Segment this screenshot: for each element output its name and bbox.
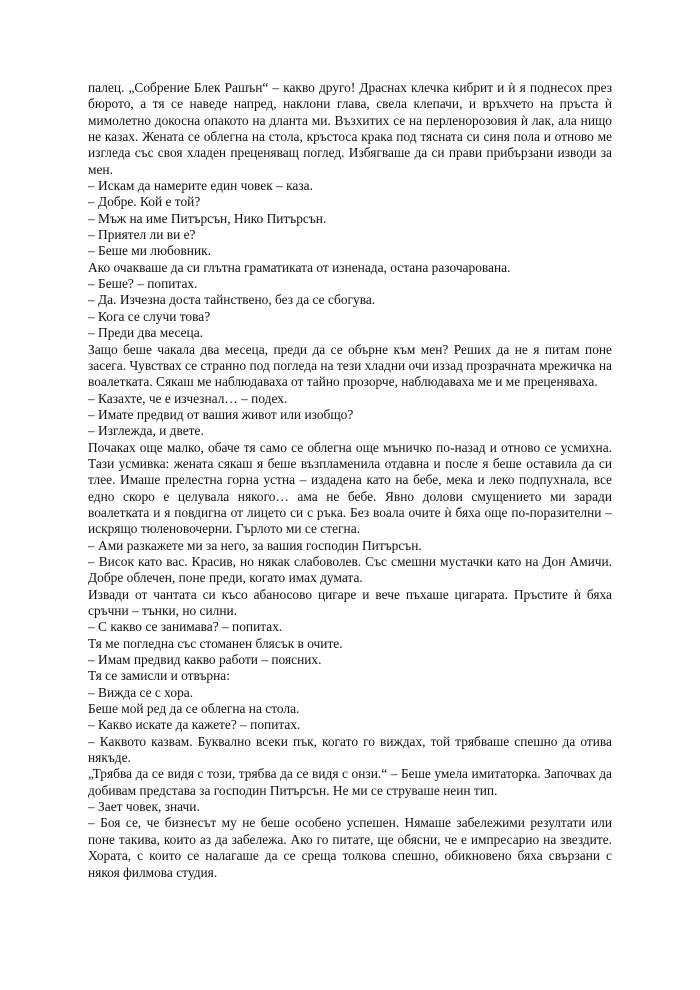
dialogue-line: – Кога се случи това?: [88, 308, 211, 324]
narrative-paragraph: Тя ме погледна със стоманен блясък в очите.: [88, 635, 343, 651]
dialogue-line: – Добре. Кой е той?: [88, 194, 201, 210]
narrative-paragraph: Тя се замисли и отвърна:: [88, 668, 230, 684]
dialogue-line: – Изглежда, и двете.: [88, 423, 204, 439]
dialogue-line: – Боя се, че бизнесът му не беше особено успешен. Нямаше забележими резултати или поне такива, които аз да забележа. Ако го питате, ще обясни, че е импресарио на звездите. Хората, с които се налагаше да се среща толкова спешно, обикновено бяха свързани с някоя филмова студия.: [88, 815, 612, 880]
dialogue-line: – Вижда се с хора.: [88, 684, 194, 700]
dialogue-line: – Имам предвид какво работи – поясних.: [88, 652, 322, 668]
dialogue-line: – Приятел ли ви е?: [88, 227, 196, 243]
narrative-paragraph: Ако очакваше да си глътна граматиката от изненада, остана разочарована.: [88, 259, 511, 275]
dialogue-line: – Беше? – попитах.: [88, 276, 198, 292]
narrative-paragraph: Извади от чантата си късо абаносово цигаре и вече пъхаше цигарата. Пръстите ѝ бяха сръчни – тънки, но силни.: [88, 586, 612, 618]
dialogue-line: – Каквото казвам. Буквално всеки пък, когато го виждах, той трябваше спешно да отива някъде.: [88, 733, 612, 766]
dialogue-line: – Да. Изчезна доста тайнствено, без да се сбогува.: [88, 292, 376, 308]
narrative-paragraph: палец. „Собрение Блек Рашън“ – какво друго! Драснах клечка кибрит и ѝ я поднесох през бюрото, а тя се наведе напред, наклони глава, свела клепачи, и връхчето на пръста ѝ мимолетно докосна опакото на дланта ми. Възхитих се на перленорозовия ѝ лак, ала нищо не казах. Жената се облегна на стола, кръстоса крака под тясната си синя пола и отново ме изгледа със своя хладен преценяващ поглед. Избягваше да си прави прибързани изводи за мен.: [88, 80, 612, 177]
dialogue-line: – Беше ми любовник.: [88, 243, 211, 259]
dialogue-line: – Ами разкажете ми за него, за вашия господин Питърсън.: [88, 537, 422, 553]
dialogue-line: – Имате предвид от вашия живот или изобщо?: [88, 406, 354, 422]
dialogue-line: – Мъж на име Питърсън, Нико Питърсън.: [88, 210, 327, 226]
dialogue-line: – Искам да намерите един човек – каза.: [88, 178, 313, 194]
narrative-paragraph: Беше мой ред да се облегна на стола.: [88, 701, 300, 717]
dialogue-line: – Зает човек, значи.: [88, 799, 200, 815]
dialogue-line: – С какво се занимава? – попитах.: [88, 619, 283, 635]
dialogue-line: – Какво искате да кажете? – попитах.: [88, 717, 301, 733]
narrative-paragraph: Почаках още малко, обаче тя само се облегна още мъничко по-назад и отново се усмихна. Тази усмивка: жената сякаш я беше възпламенила отдавна и после я беше оставила да си тлее. Имаше прелестна горна устна – издадена като на бебе, мека и леко подпухнала, все едно скоро е целувала някого… ама не бебе. Явно долови смущението ми заради воалетката и я повдигна от лицето си с ръка. Без воала очите ѝ бяха още по-поразителни – искрящо тюленовочерни. Гърлото ми се стегна.: [88, 439, 612, 537]
page-body-text: [88, 80, 612, 881]
dialogue-line: – Преди два месеца.: [88, 325, 204, 341]
dialogue-line: – Казахте, че е изчезнал… – подех.: [88, 390, 288, 406]
dialogue-line: – Висок като вас. Красив, но някак слабоволев. Със смешни мустачки като на Дон Амичи. Добре облечен, поне преди, когато имах думата.: [88, 553, 612, 586]
narrative-paragraph: Защо беше чакала два месеца, преди да се обърне към мен? Реших да не я питам поне засега. Чувствах се странно под погледа на тези хладни очи иззад прозрачната мрежичка на воалетката. Сякаш ме наблюдаваха от тайно прозорче, наблюдаваха ме и ме преценяваха.: [88, 341, 612, 390]
narrative-paragraph: „Трябва да се видя с този, трябва да се видя с онзи.“ – Беше умела имитаторка. Започвах да добивам представа за господин Питърсън. Не ми се струваше неин тип.: [88, 766, 612, 798]
